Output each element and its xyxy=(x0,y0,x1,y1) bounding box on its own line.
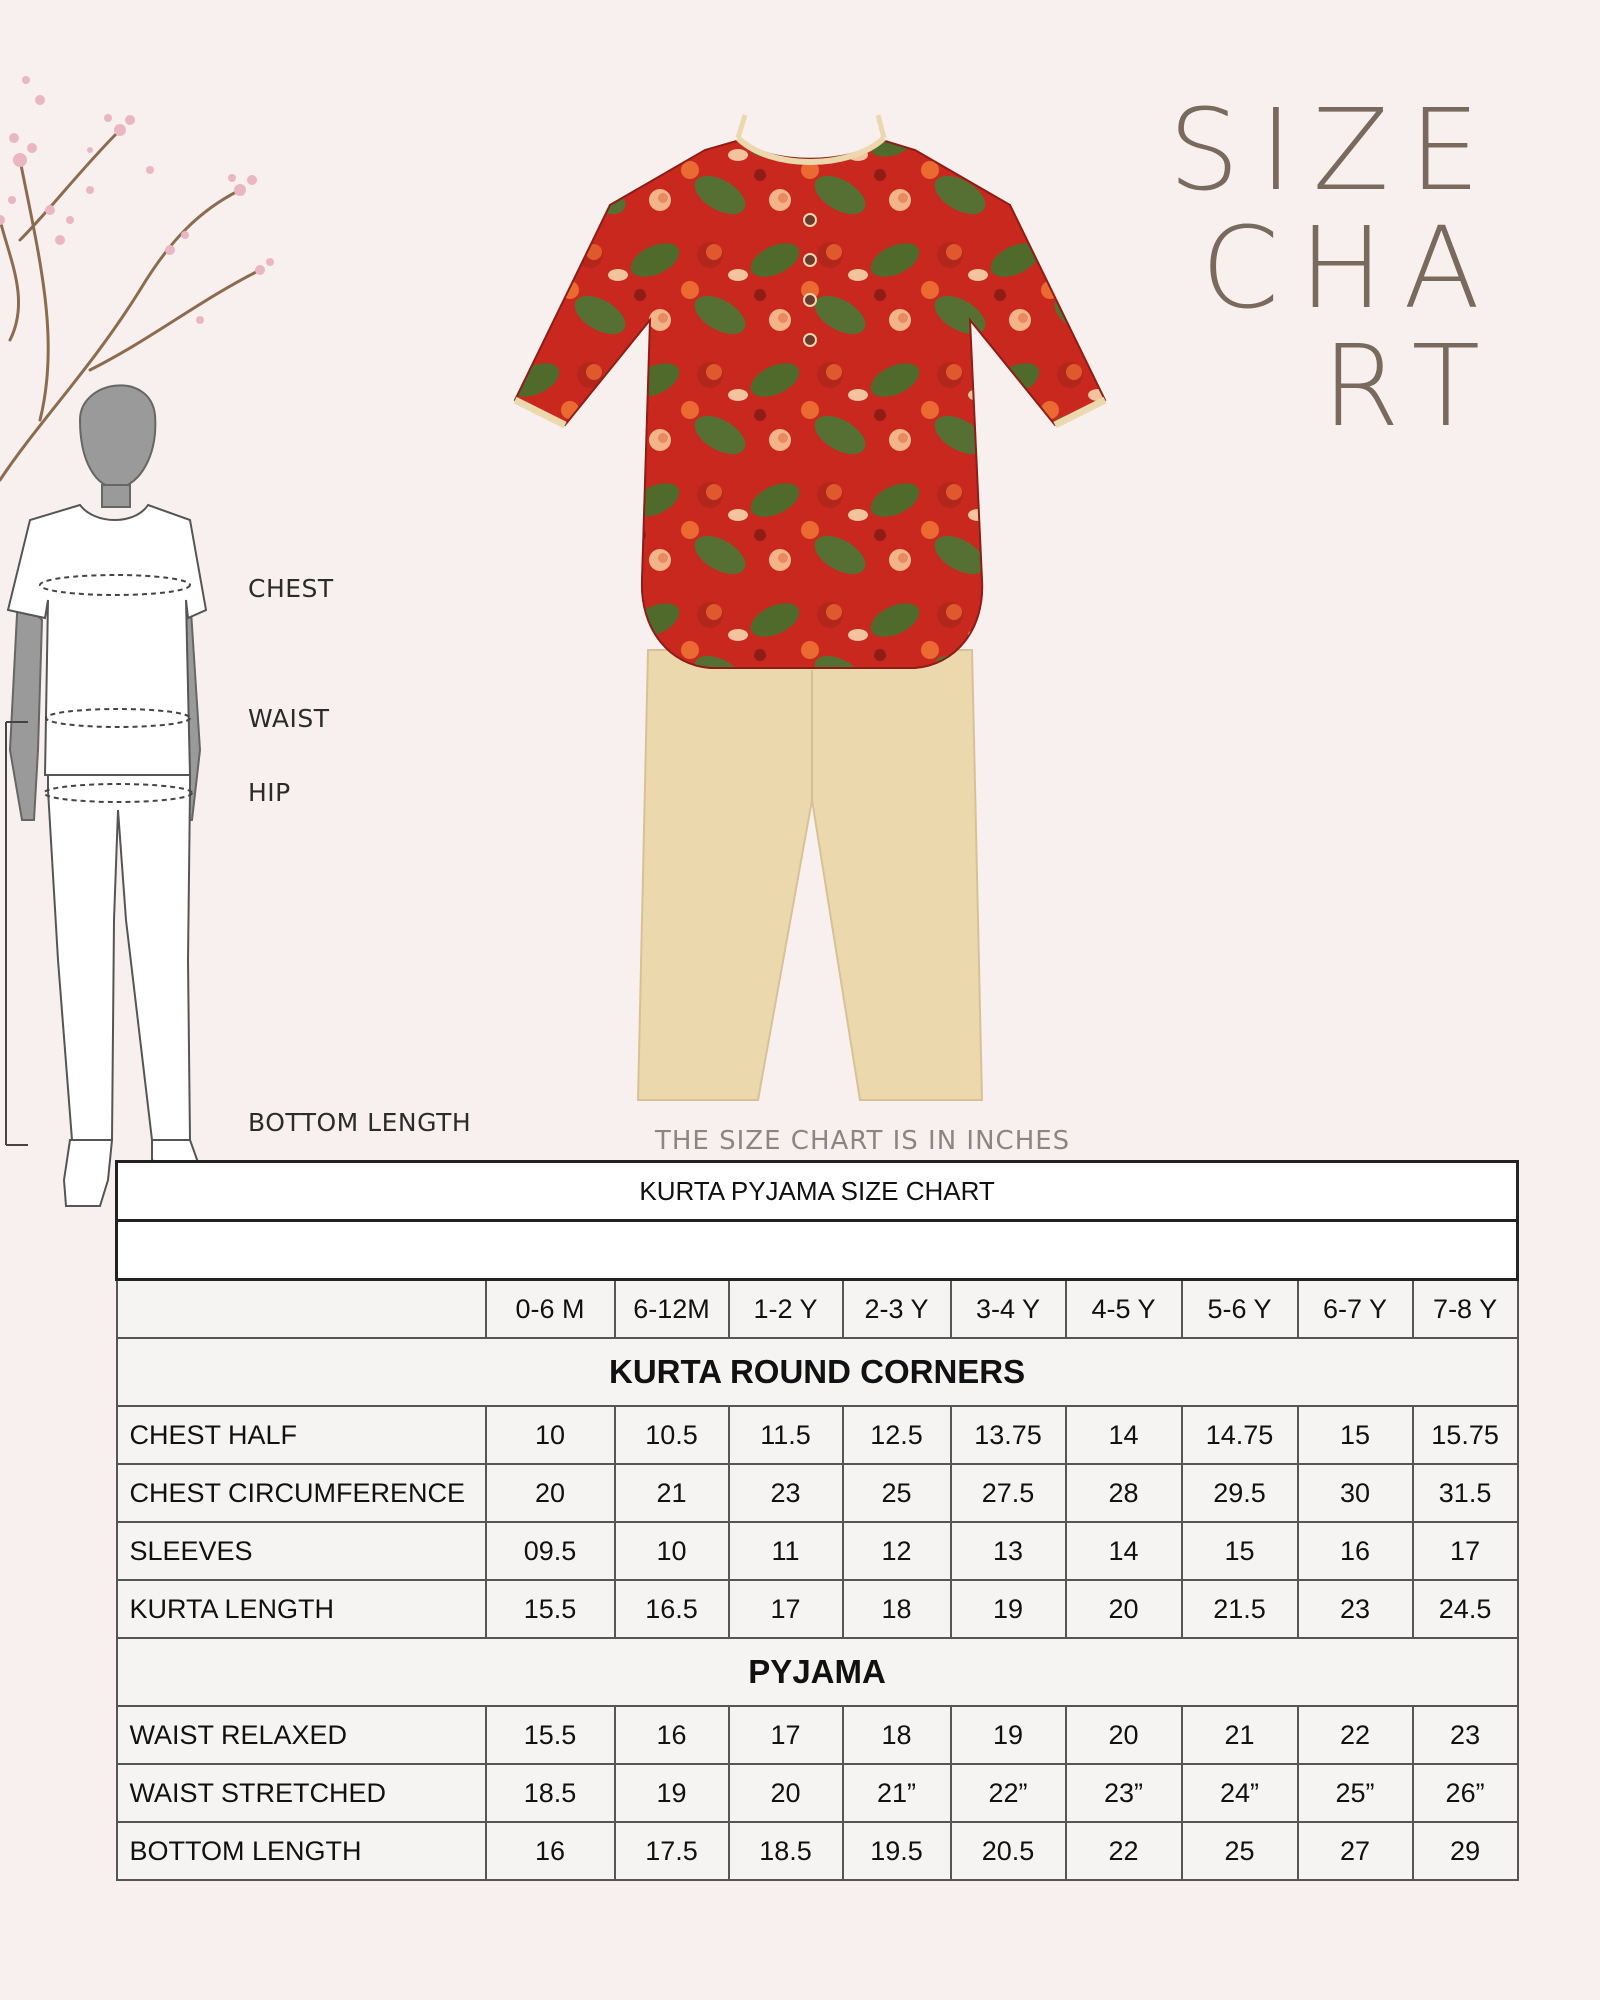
measurement-cell: 10.5 xyxy=(615,1406,729,1464)
measurement-cell: 20 xyxy=(1066,1580,1182,1638)
units-note: THE SIZE CHART IS IN INCHES xyxy=(655,1126,1071,1156)
measurement-cell: 27 xyxy=(1298,1822,1413,1880)
section-heading: KURTA ROUND CORNERS xyxy=(117,1338,1518,1406)
measurement-cell: 18.5 xyxy=(486,1764,615,1822)
size-header-cell: 4-5 Y xyxy=(1066,1280,1182,1339)
size-header-cell: 5-6 Y xyxy=(1182,1280,1298,1339)
measurement-cell: 29 xyxy=(1413,1822,1518,1880)
measurement-cell: 20 xyxy=(729,1764,843,1822)
table-caption-row xyxy=(117,1162,1518,1221)
measurement-cell: 19 xyxy=(951,1580,1066,1638)
size-header-cell: 0-6 M xyxy=(486,1280,615,1339)
measurement-cell: 13 xyxy=(951,1522,1066,1580)
measurement-cell: 25 xyxy=(1182,1822,1298,1880)
table-caption: KURTA PYJAMA SIZE CHART xyxy=(117,1162,1518,1221)
measurement-cell: 14.75 xyxy=(1182,1406,1298,1464)
row-label: CHEST HALF xyxy=(117,1406,486,1464)
measurement-cell: 18 xyxy=(843,1580,951,1638)
kurta-pyjama-product-image xyxy=(510,110,1110,1110)
measurement-cell: 21 xyxy=(1182,1706,1298,1764)
size-chart-title xyxy=(1168,86,1500,452)
measurement-cell: 11 xyxy=(729,1522,843,1580)
measurement-cell: 21 xyxy=(615,1464,729,1522)
title-line-1: SIZE xyxy=(1168,86,1500,216)
size-header-cell: 3-4 Y xyxy=(951,1280,1066,1339)
measurement-cell: 17 xyxy=(1413,1522,1518,1580)
measurement-cell: 20 xyxy=(1066,1706,1182,1764)
chest-label: CHEST xyxy=(248,574,334,603)
measurement-cell: 11.5 xyxy=(729,1406,843,1464)
measurement-cell: 25” xyxy=(1298,1764,1413,1822)
measurement-cell: 19 xyxy=(615,1764,729,1822)
measurement-cell: 21” xyxy=(843,1764,951,1822)
measurement-cell: 26” xyxy=(1413,1764,1518,1822)
section-heading-row xyxy=(117,1638,1518,1706)
measurement-cell: 31.5 xyxy=(1413,1464,1518,1522)
size-chart-table xyxy=(115,1160,1519,1881)
measurement-cell: 16 xyxy=(615,1706,729,1764)
measurement-cell: 09.5 xyxy=(486,1522,615,1580)
row-label: KURTA LENGTH xyxy=(117,1580,486,1638)
measurement-cell: 27.5 xyxy=(951,1464,1066,1522)
measurement-cell: 16 xyxy=(1298,1522,1413,1580)
measurement-cell: 12.5 xyxy=(843,1406,951,1464)
table-row xyxy=(117,1406,1518,1464)
measurement-cell: 24” xyxy=(1182,1764,1298,1822)
measurement-cell: 10 xyxy=(615,1522,729,1580)
row-label: WAIST STRETCHED xyxy=(117,1764,486,1822)
measurement-cell: 21.5 xyxy=(1182,1580,1298,1638)
size-header-cell: 6-7 Y xyxy=(1298,1280,1413,1339)
measurement-cell: 15.5 xyxy=(486,1706,615,1764)
section-heading: PYJAMA xyxy=(117,1638,1518,1706)
measurement-cell: 23 xyxy=(1413,1706,1518,1764)
measurement-cell: 18 xyxy=(843,1706,951,1764)
size-header-cell: 7-8 Y xyxy=(1413,1280,1518,1339)
size-chart-body xyxy=(117,1162,1518,1881)
measurement-cell: 20 xyxy=(486,1464,615,1522)
measurement-cell: 17 xyxy=(729,1580,843,1638)
measurement-cell: 22 xyxy=(1066,1822,1182,1880)
blank-cell xyxy=(117,1221,1518,1280)
title-line-2: CHA xyxy=(1200,204,1500,334)
measurement-cell: 22 xyxy=(1298,1706,1413,1764)
measurement-cell: 15 xyxy=(1182,1522,1298,1580)
measurement-cell: 15.75 xyxy=(1413,1406,1518,1464)
row-label: SLEEVES xyxy=(117,1522,486,1580)
measurement-cell: 23 xyxy=(1298,1580,1413,1638)
hip-label: HIP xyxy=(248,778,291,807)
row-label: BOTTOM LENGTH xyxy=(117,1822,486,1880)
header-empty-cell xyxy=(117,1280,486,1339)
measurement-cell: 28 xyxy=(1066,1464,1182,1522)
measurement-cell: 23” xyxy=(1066,1764,1182,1822)
table-row xyxy=(117,1580,1518,1638)
measurement-cell: 24.5 xyxy=(1413,1580,1518,1638)
size-header-cell: 6-12M xyxy=(615,1280,729,1339)
measurement-cell: 22” xyxy=(951,1764,1066,1822)
measurement-cell: 17 xyxy=(729,1706,843,1764)
row-label: WAIST RELAXED xyxy=(117,1706,486,1764)
measurement-cell: 19 xyxy=(951,1706,1066,1764)
measurement-cell: 16.5 xyxy=(615,1580,729,1638)
size-header-row xyxy=(117,1280,1518,1339)
table-row xyxy=(117,1822,1518,1880)
table-row xyxy=(117,1706,1518,1764)
measurement-cell: 14 xyxy=(1066,1406,1182,1464)
measurement-cell: 25 xyxy=(843,1464,951,1522)
measurement-cell: 16 xyxy=(486,1822,615,1880)
title-line-3: RT xyxy=(1321,322,1500,452)
measurement-cell: 18.5 xyxy=(729,1822,843,1880)
bottom-length-label: BOTTOM LENGTH xyxy=(248,1108,472,1137)
measurement-cell: 15.5 xyxy=(486,1580,615,1638)
measurement-cell: 30 xyxy=(1298,1464,1413,1522)
measurement-cell: 13.75 xyxy=(951,1406,1066,1464)
measurement-cell: 17.5 xyxy=(615,1822,729,1880)
measurement-cell: 10 xyxy=(486,1406,615,1464)
measurement-cell: 12 xyxy=(843,1522,951,1580)
waist-label: WAIST xyxy=(248,704,330,733)
size-header-cell: 1-2 Y xyxy=(729,1280,843,1339)
table-row xyxy=(117,1764,1518,1822)
measurement-cell: 14 xyxy=(1066,1522,1182,1580)
table-blank-row xyxy=(117,1221,1518,1280)
measurement-cell: 29.5 xyxy=(1182,1464,1298,1522)
row-label: CHEST CIRCUMFERENCE xyxy=(117,1464,486,1522)
table-row xyxy=(117,1522,1518,1580)
measurement-cell: 23 xyxy=(729,1464,843,1522)
measurement-cell: 15 xyxy=(1298,1406,1413,1464)
measurement-cell: 20.5 xyxy=(951,1822,1066,1880)
size-header-cell: 2-3 Y xyxy=(843,1280,951,1339)
section-heading-row xyxy=(117,1338,1518,1406)
measurement-cell: 19.5 xyxy=(843,1822,951,1880)
table-row xyxy=(117,1464,1518,1522)
